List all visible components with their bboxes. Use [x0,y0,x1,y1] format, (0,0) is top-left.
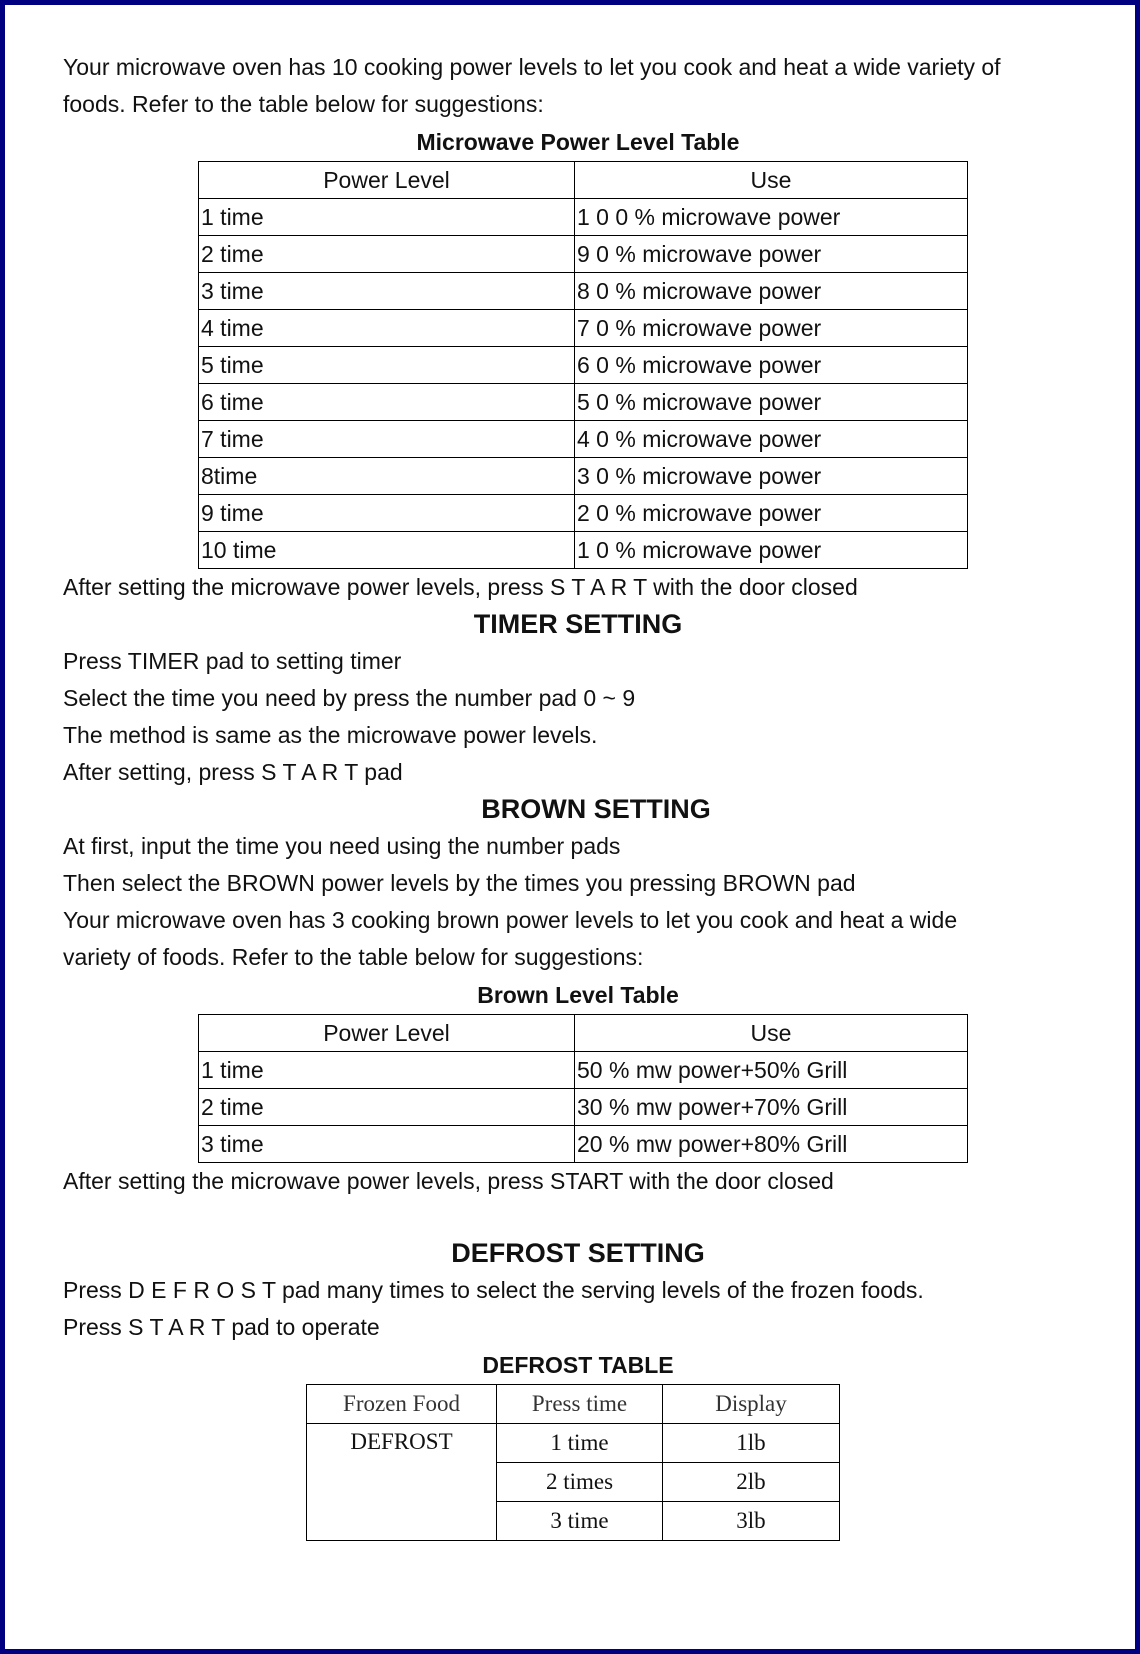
power-level-cell: 7 time [199,421,575,458]
brown-line: Then select the BROWN power levels by the times you pressing BROWN pad [63,870,856,896]
use-cell: 2 0 % microwave power [575,495,968,532]
table-row [307,1424,840,1463]
use-cell: 4 0 % microwave power [575,421,968,458]
use-cell: 20 % mw power+80% Grill [575,1126,968,1163]
header-cell: Power Level [199,162,575,199]
header-cell: Use [575,162,968,199]
power-after-note: After setting the microwave power levels, press S T A R T with the door closed [63,574,858,600]
brown-heading: BROWN SETTING [481,794,711,824]
defrost-line: Press D E F R O S T pad many times to select the serving levels of the frozen foods. [63,1277,924,1303]
intro-line: foods. Refer to the table below for suggestions: [63,91,544,117]
table-row [199,1126,968,1163]
power-level-cell: 8time [199,458,575,495]
power-level-cell: 2 time [199,1089,575,1126]
defrost-table-caption: DEFROST TABLE [482,1352,674,1378]
use-cell: 3 0 % microwave power [575,458,968,495]
use-cell: 7 0 % microwave power [575,310,968,347]
power-level-cell: 4 time [199,310,575,347]
table-row [199,1052,968,1089]
power-level-cell: 5 time [199,347,575,384]
brown-level-table [198,1014,968,1163]
use-cell: 6 0 % microwave power [575,347,968,384]
power-level-cell: 3 time [199,273,575,310]
use-cell: 8 0 % microwave power [575,273,968,310]
defrost-table [306,1384,840,1541]
use-cell: 1 0 0 % microwave power [575,199,968,236]
table-row [199,310,968,347]
power-table-caption: Microwave Power Level Table [416,129,740,155]
use-cell: 9 0 % microwave power [575,236,968,273]
brown-line: At first, input the time you need using the number pads [63,833,621,859]
timer-line: After setting, press S T A R T pad [63,759,403,785]
power-level-cell: 6 time [199,384,575,421]
frozen-food-cell: DEFROST [307,1424,497,1541]
header-cell: Press time [497,1385,663,1424]
header-cell: Use [575,1015,968,1052]
header-cell: Frozen Food [307,1385,497,1424]
use-cell: 5 0 % microwave power [575,384,968,421]
brown-after-note: After setting the microwave power levels, press START with the door closed [63,1168,834,1194]
table-row [199,495,968,532]
timer-heading: TIMER SETTING [473,609,683,639]
defrost-line: Press S T A R T pad to operate [63,1314,380,1340]
table-row [199,273,968,310]
table-header-row [199,1015,968,1052]
table-row [199,199,968,236]
power-level-cell: 1 time [199,199,575,236]
use-cell: 1 0 % microwave power [575,532,968,569]
press-time-cell: 2 times [497,1463,663,1502]
display-cell: 1lb [663,1424,840,1463]
intro-line: Your microwave oven has 10 cooking power levels to let you cook and heat a wide variety of [63,54,1001,80]
table-row [199,347,968,384]
press-time-cell: 3 time [497,1502,663,1541]
brown-line: Your microwave oven has 3 cooking brown power levels to let you cook and heat a wide [63,907,958,933]
document-content [63,49,1093,1541]
table-row [199,384,968,421]
header-cell: Power Level [199,1015,575,1052]
table-row [199,532,968,569]
power-level-cell: 10 time [199,532,575,569]
power-level-table [198,161,968,569]
timer-line: Select the time you need by press the number pad 0 ~ 9 [63,685,636,711]
header-cell: Display [663,1385,840,1424]
section-spacer [63,1200,1093,1235]
defrost-heading: DEFROST SETTING [451,1238,705,1268]
table-row [199,1089,968,1126]
power-level-cell: 1 time [199,1052,575,1089]
display-cell: 3lb [663,1502,840,1541]
power-level-cell: 3 time [199,1126,575,1163]
table-header-row [199,162,968,199]
power-level-cell: 9 time [199,495,575,532]
table-row [199,236,968,273]
display-cell: 2lb [663,1463,840,1502]
table-row [199,421,968,458]
table-header-row [307,1385,840,1424]
press-time-cell: 1 time [497,1424,663,1463]
use-cell: 30 % mw power+70% Grill [575,1089,968,1126]
table-row [199,458,968,495]
brown-line: variety of foods. Refer to the table below for suggestions: [63,944,644,970]
power-level-cell: 2 time [199,236,575,273]
brown-table-caption: Brown Level Table [477,982,679,1008]
timer-line: Press TIMER pad to setting timer [63,648,402,674]
timer-line: The method is same as the microwave power levels. [63,722,598,748]
use-cell: 50 % mw power+50% Grill [575,1052,968,1089]
